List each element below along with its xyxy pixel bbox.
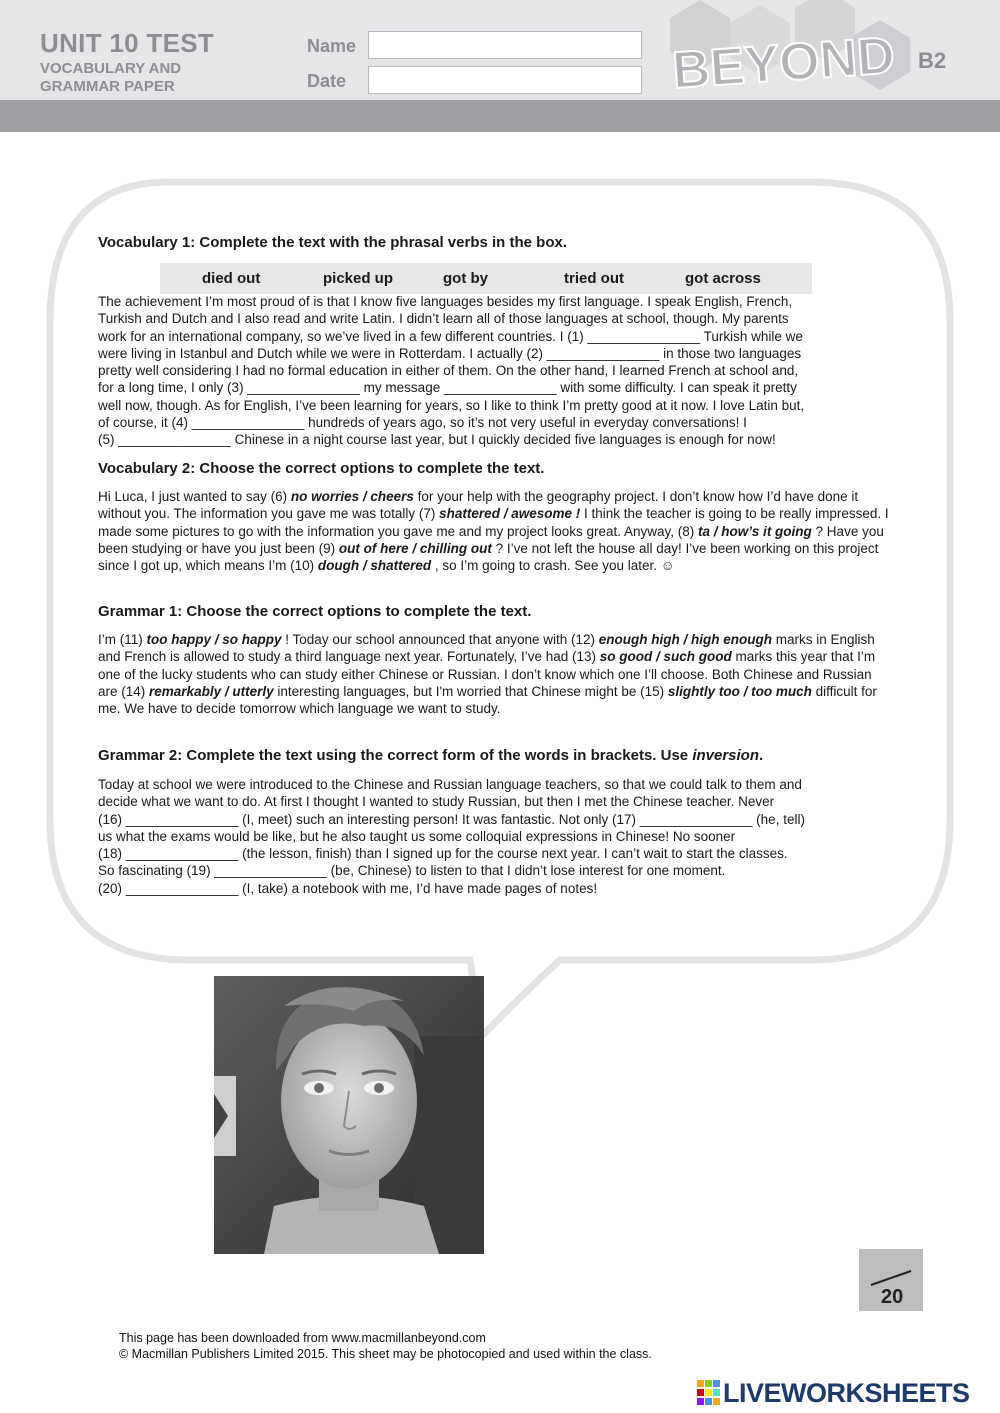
name-label: Name <box>307 36 357 56</box>
liveworksheets-watermark: LIVEWORKSHEETS <box>723 1378 970 1408</box>
text-line: for a long time, I only (3) _______________ my message _______________ with some difficulty. I can speak it pretty <box>98 380 797 396</box>
box-word: died out <box>202 270 261 287</box>
text-line: So fascinating (19) _______________ (be, Chinese) to listen to that I didn’t lose interest for one moment. <box>98 863 726 879</box>
grammar1-text: I’m (11) too happy / so happy ! Today our school announced that anyone with (12) enough high / high enough marks in English and French is allowed to study a third language next year. Fortunately, I’ve had (13) so good / such good marks this year that I’m one of the lucky students who can study either Chinese or Russian. I don’t know which one I’ll choose. Both Chinese and Russian are (14) remarkably / utterly interesting languages, but I'm worried that Chinese might be (15) slightly too / too much difficult for me. We have to decide tomorrow which language we want to study. <box>98 632 877 717</box>
grammar2-text <box>98 776 898 897</box>
option-8[interactable]: ta / how’s it going <box>698 523 812 539</box>
text-line: were living in Istanbul and Dutch while we were in Rotterdam. I actually (2) _______________ in those two languages <box>98 345 802 361</box>
level-badge: B2 <box>918 48 947 73</box>
text-line: Today at school we were introduced to the Chinese and Russian language teachers, so that we could talk to them and <box>98 777 802 792</box>
text-line: (18) _______________ (the lesson, finish) than I signed up for the course next year. I can’t wait to start the classes. <box>98 846 788 862</box>
box-word: got across <box>685 270 761 287</box>
text-line: pretty well considering I had no formal education in either of them. On the other hand, I learned French at school and, <box>98 363 799 379</box>
text-line: work for an international company, so we’ve lived in a few different countries. I (1) _______________ Turkish while we <box>98 328 803 344</box>
box-word: got by <box>443 270 488 287</box>
grammar1-heading: Grammar 1: Choose the correct options to complete the text. <box>98 603 532 620</box>
option-7[interactable]: shattered / awesome ! <box>439 506 581 522</box>
page-footer <box>119 1331 652 1362</box>
text-line: decide what we want to do. At first I thought I wanted to study Russian, but then I met the Chinese teacher. Never <box>98 794 775 810</box>
score-total: 20 <box>881 1286 904 1308</box>
liveworksheets-logo-icon <box>697 1380 721 1406</box>
phrasal-verb-box <box>160 263 812 294</box>
text-line: of course, it (4) _______________ hundreds of years ago, so it’s not very useful in everyday conversations! I <box>98 415 747 431</box>
option-14[interactable]: remarkably / utterly <box>149 683 274 699</box>
paper-subtitle-line2: GRAMMAR PAPER <box>40 78 175 95</box>
option-11[interactable]: too happy / so happy <box>146 632 282 647</box>
vocab1-text <box>98 293 898 449</box>
grammar2-heading: Grammar 2: Complete the text using the correct form of the words in brackets. Use inversion. <box>98 747 764 764</box>
vocab2-heading: Vocabulary 2: Choose the correct options to complete the text. <box>98 460 545 477</box>
text-line: well now, though. As for English, I’ve been learning for years, so I like to think I’m pretty good at it now. I love Latin but, <box>98 397 805 413</box>
text-line: (16) _______________ (I, meet) such an interesting person! It was fantastic. Not only (17) _______________ (he, tell) <box>98 811 805 827</box>
option-10[interactable]: dough / shattered <box>317 558 432 574</box>
text-line: The achievement I’m most proud of is that I know five languages besides my first language. I speak English, French, <box>98 294 793 309</box>
text-line: (5) _______________ Chinese in a night course last year, but I quickly decided five languages is enough for now! <box>98 432 776 448</box>
vocab2-text: Hi Luca, I just wanted to say (6) no worries / cheers for your help with the geography project. I don’t know how I’d have done it without you. The information you gave me was totally (7) shattered / awesome ! I think the teacher is going to be really impressed. I made some pictures to go with the information you gave me and my project looks great. Anyway, (8) ta / how’s it going ? Have you been studying or have you just been (9) out of here / chilling out ? I’ve not left the house all day! I’ve been working on this project since I got up, which means I’m (10) dough / shattered , so I’m going to crash. See you later. ☺ <box>98 489 889 574</box>
unit-title: UNIT 10 TEST <box>40 28 215 58</box>
option-15[interactable]: slightly too / too much <box>667 683 812 699</box>
vocab1-heading: Vocabulary 1: Complete the text with the phrasal verbs in the box. <box>98 234 567 251</box>
paper-subtitle-line1: VOCABULARY AND <box>40 60 182 77</box>
logo-text: BEYOND <box>670 26 897 100</box>
option-9[interactable]: out of here / chilling out <box>338 540 492 556</box>
text-line: Turkish and Dutch and I also read and write Latin. I didn’t learn all of those languages at school, though. My parents <box>98 311 789 327</box>
footer-source-line: This page has been downloaded from www.macmillanbeyond.com <box>119 1331 486 1345</box>
option-12[interactable]: enough high / high enough <box>598 632 772 647</box>
footer-copyright-line: © Macmillan Publishers Limited 2015. This sheet may be photocopied and used within the class. <box>119 1346 652 1361</box>
option-13[interactable]: so good / such good <box>599 649 732 665</box>
student-portrait-photo <box>214 976 484 1254</box>
text-line: us what the exams would be like, but he also taught us some colloquial expressions in Chinese! No sooner <box>98 828 736 844</box>
option-6[interactable]: no worries / cheers <box>290 489 414 504</box>
box-word: tried out <box>564 270 624 287</box>
date-label: Date <box>307 71 347 91</box>
text-line: (20) _______________ (I, take) a notebook with me, I’d have made pages of notes! <box>98 880 598 896</box>
box-word: picked up <box>323 270 394 287</box>
